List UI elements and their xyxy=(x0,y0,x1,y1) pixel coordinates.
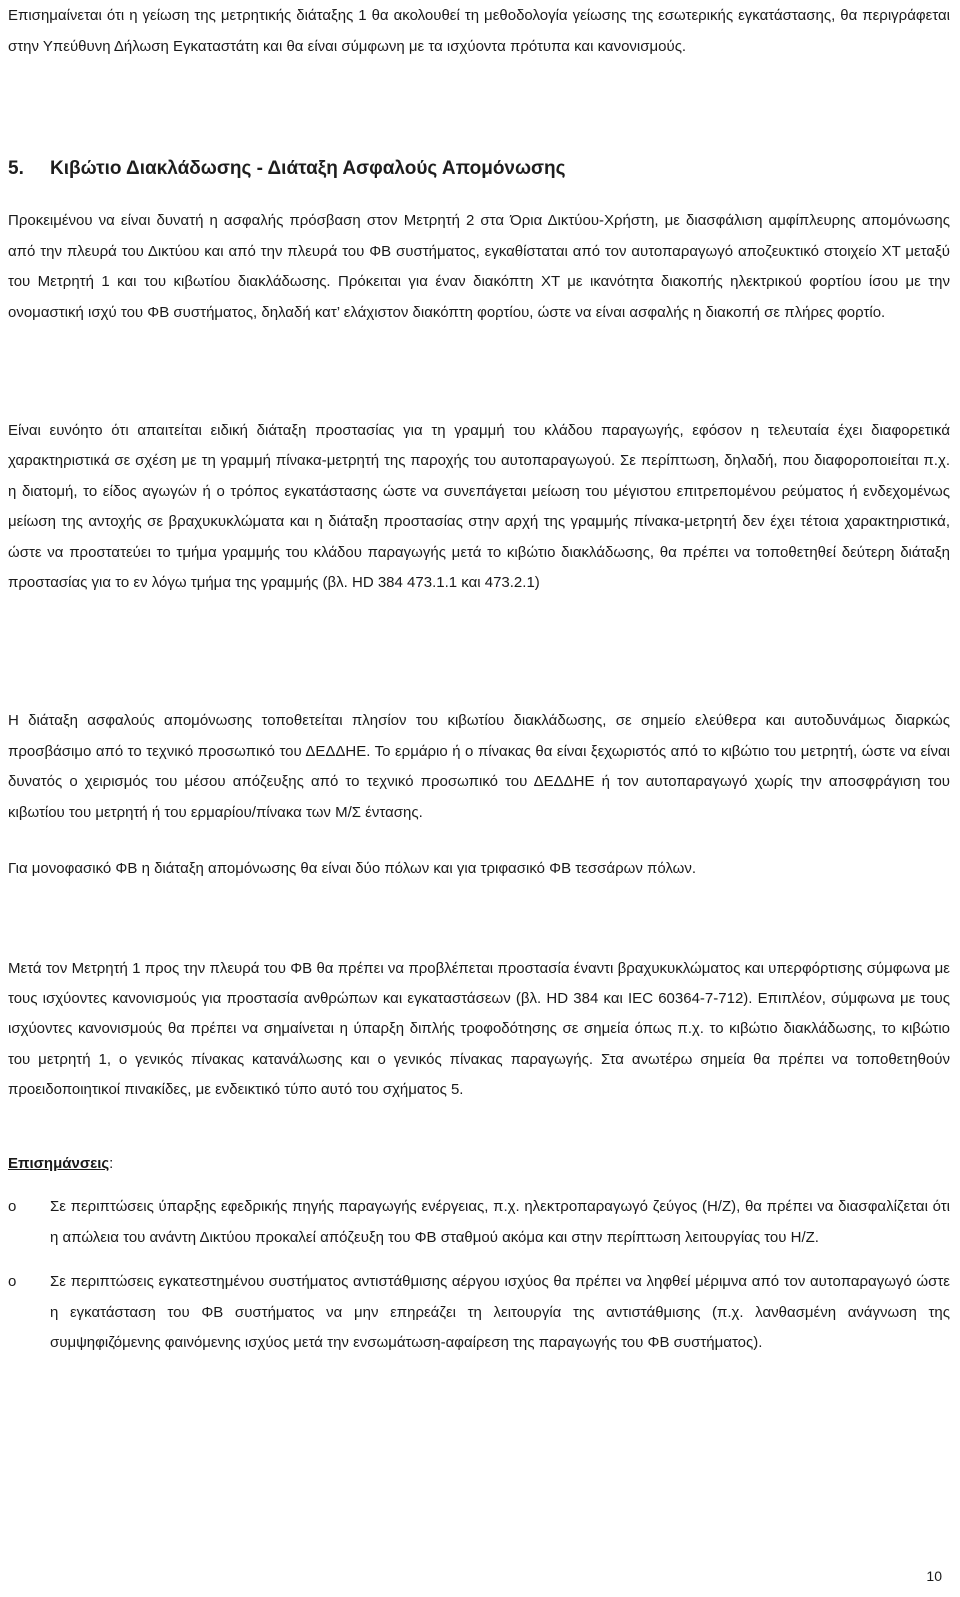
section-title: Κιβώτιο Διακλάδωσης - Διάταξη Ασφαλούς Απομόνωσης xyxy=(50,158,566,179)
notes-title: Επισημάνσεις xyxy=(8,1155,110,1172)
page-number: 10 xyxy=(926,1568,942,1584)
section-heading xyxy=(8,155,566,183)
list-item xyxy=(8,1192,950,1253)
paragraph-isolation-placement: Η διάταξη ασφαλούς απομόνωσης τοποθετείται πλησίον του κιβωτίου διακλάδωσης, σε σημείο ελεύθερα και αυτοδυνάμως διαρκώς προσβάσιμο από το τεχνικό προσωπικό του ΔΕΔΔΗΕ. Το ερμάριο ή ο πίνακας θα είναι ξεχωριστός από το κιβώτιο του μετρητή, ώστε να είναι δυνατός ο χειρισμός του μέσου απόζευξης από το τεχνικό προσωπικό του ΔΕΔΔΗΕ ή τον αυτοπαραγωγό χωρίς την αποσφράγιση του κιβωτίου του μετρητή ή του ερμαρίου/πίνακα των Μ/Σ έντασης. xyxy=(8,712,950,821)
list-item-text: Σε περιπτώσεις εγκατεστημένου συστήματος αντιστάθμισης αέργου ισχύος θα πρέπει να ληφθεί μέριμνα από τον αυτοπαραγωγό ώστε η εγκατάσταση του ΦΒ συστήματος να μην επηρεάζει τη λειτουργία της αντιστάθμισης (π.χ. λανθασμένη ανάγνωση της συμψηφιζόμενης φαινόμενης ισχύος μετά την ενσωμάτωση-αφαίρεση της παραγωγής του ΦΒ συστήματος). xyxy=(50,1273,950,1351)
paragraph-isolation-access: Προκειμένου να είναι δυνατή η ασφαλής πρόσβαση στον Μετρητή 2 στα Όρια Δικτύου-Χρήστη, με διασφάλιση αμφίπλευρης απομόνωσης από την πλευρά του Δικτύου και από την πλευρά του ΦΒ συστήματος, εγκαθίσταται από τον αυτοπαραγωγό αποζευκτικό στοιχείο ΧΤ μεταξύ του Μετρητή 1 και του κιβωτίου διακλάδωσης. Πρόκειται για έναν διακόπτη ΧΤ με ικανότητα διακοπής ηλεκτρικού φορτίου ίσου με την ονομαστική ισχύ του ΦΒ συστήματος, δηλαδή κατ’ ελάχιστον διακόπτη φορτίου, ώστε να είναι ασφαλής η διακοπή σε πλήρες φορτίο. xyxy=(8,212,950,321)
notes-title-suffix: : xyxy=(109,1155,114,1172)
section-number: 5. xyxy=(8,158,24,179)
bullet-icon: o xyxy=(8,1273,17,1290)
paragraph-poles: Για μονοφασικό ΦΒ η διάταξη απομόνωσης θα είναι δύο πόλων και για τριφασικό ΦΒ τεσσάρων πόλων. xyxy=(8,860,697,877)
list-item xyxy=(8,1267,950,1359)
paragraph-short-circuit-protection: Μετά τον Μετρητή 1 προς την πλευρά του ΦΒ θα πρέπει να προβλέπεται προστασία έναντι βραχυκυκλώματος και υπερφόρτισης σύμφωνα με τους ισχύοντες κανονισμούς για προστασία ανθρώπων και εγκαταστάσεων (βλ. HD 384 και IEC 60364-7-712). Επιπλέον, σύμφωνα με τους ισχύοντες κανονισμούς θα πρέπει να σημαίνεται η ύπαρξη διπλής τροφοδότησης σε σημεία όπως π.χ. το κιβώτιο διακλάδωσης, το κιβώτιο του μετρητή 1, ο γενικός πίνακας κατανάλωσης και ο γενικός πίνακας παραγωγής. Στα ανωτέρω σημεία θα πρέπει να τοποθετηθούν προειδοποιητικοί πινακίδες, με ενδεικτικό τύπο αυτό του σχήματος 5. xyxy=(8,960,950,1098)
notes-list xyxy=(8,1192,950,1359)
list-item-text: Σε περιπτώσεις ύπαρξης εφεδρικής πηγής παραγωγής ενέργειας, π.χ. ηλεκτροπαραγωγό ζεύγος (Η/Ζ), θα πρέπει να διασφαλίζεται ότι η απώλεια του ανάντη Δικτύου προκαλεί απόζευξη του ΦΒ σταθμού ακόμα και στην περίπτωση λειτουργίας του Η/Ζ. xyxy=(50,1198,950,1246)
notes-heading xyxy=(8,1150,113,1178)
intro-paragraph: Επισημαίνεται ότι η γείωση της μετρητικής διάταξης 1 θα ακολουθεί τη μεθοδολογία γείωσης της εσωτερικής εγκατάστασης, θα περιγράφεται στην Υπεύθυνη Δήλωση Εγκαταστάτη και θα είναι σύμφωνη με τα ισχύοντα πρότυπα και κανονισμούς. xyxy=(8,7,950,55)
bullet-icon: o xyxy=(8,1198,17,1215)
paragraph-protection-line: Είναι ευνόητο ότι απαιτείται ειδική διάταξη προστασίας για τη γραμμή του κλάδου παραγωγής, εφόσον η τελευταία έχει διαφορετικά χαρακτηριστικά σε σχέση με τη γραμμή πίνακα-μετρητή της παροχής του αυτοπαραγωγού. Σε περίπτωση, δηλαδή, που διαφοροποιείται π.χ. η διατομή, το είδος αγωγών ή ο τρόπος εγκατάστασης ώστε να συνεπάγεται μείωση του μέγιστου επιτρεπομένου ρεύματος ή ενδεχομένως μείωση της αντοχής σε βραχυκυκλώματα και η διάταξη προστασίας στην αρχή της γραμμής πίνακα-μετρητή δεν έχει τέτοια χαρακτηριστικά, ώστε να προστατεύει το τμήμα γραμμής του κλάδου παραγωγής μετά το κιβώτιο διακλάδωσης, θα πρέπει να τοποθετηθεί δεύτερη διάταξη προστασίας για το εν λόγω τμήμα της γραμμής (βλ. HD 384 473.1.1 και 473.2.1) xyxy=(8,422,950,592)
